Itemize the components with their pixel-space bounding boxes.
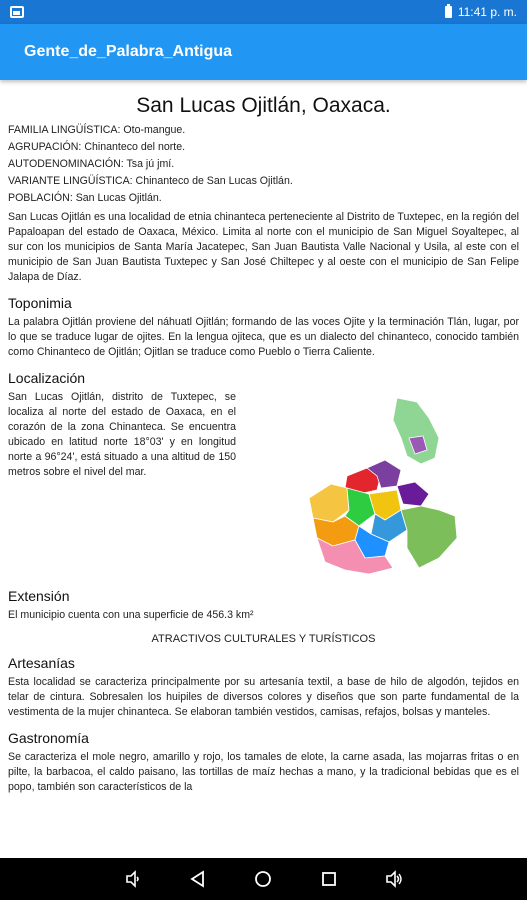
navigation-bar <box>0 858 527 900</box>
app-title: Gente_de_Palabra_Antigua <box>24 43 233 60</box>
extension-heading: Extensión <box>8 588 70 604</box>
localizacion-row <box>8 390 519 578</box>
status-left <box>10 6 24 18</box>
meta-agrupacion: AGRUPACIÓN: Chinanteco del norte. <box>8 141 186 153</box>
app-bar <box>0 24 527 80</box>
toponimia-paragraph: La palabra Ojitlán proviene del náhuatl Ojitlán; formando de las voces Ojite y la terminación Tlán, lugar, por lo que se traduce lugar de ojites. En la lengua ojiteca, que es un dialecto del chinanteco, conocido también como Chinanteco de Ojitlán; Ojitlan se traduce como Pueblo o Tierra Caliente. <box>8 316 519 358</box>
back-icon[interactable] <box>187 868 209 890</box>
home-icon[interactable] <box>252 868 274 890</box>
volume-down-icon[interactable] <box>122 868 144 890</box>
intro-paragraph: San Lucas Ojitlán es una localidad de etnia chinanteca perteneciente al Distrito de Tuxtepec, en la región del Papaloapan del estado de Oaxaca, México. Limita al norte con el municipio de San Miguel Soyaltepec, al sur con los municipios de Santa María Jacatepec, San Juan Bautista Valle Nacional y Usila, al este con el municipio de San Juan Bautista Tuxtepec y San José Chiltepec y al oeste con el municipio de San Felipe Jalapa de Díaz. <box>8 211 519 283</box>
meta-poblacion: POBLACIÓN: San Lucas Ojitlán. <box>8 192 162 204</box>
meta-autodenominacion: AUTODENOMINACIÓN: Tsa jú jmí. <box>8 158 175 170</box>
status-bar <box>0 0 527 24</box>
recents-icon[interactable] <box>318 868 340 890</box>
battery-icon <box>445 6 452 18</box>
atractivos-title: ATRACTIVOS CULTURALES Y TURÍSTICOS <box>151 633 376 645</box>
localizacion-heading: Localización <box>8 370 86 386</box>
localizacion-paragraph: San Lucas Ojitlán, distrito de Tuxtepec, se localiza al norte del estado de Oaxaca, en el corazón de la zona Chinanteca. Se encuentra ubicado en latitud norte 18°03' y en longitud norte a 96°24', está situado a una altitud de 150 metros sobre el nivel del mar. <box>8 391 236 478</box>
article-content[interactable] <box>0 80 527 858</box>
meta-variante: VARIANTE LINGÜÍSTICA: Chinanteco de San Lucas Ojitlán. <box>8 175 293 187</box>
gastronomia-heading: Gastronomía <box>8 730 89 746</box>
status-right <box>445 5 517 19</box>
artesanias-heading: Artesanías <box>8 655 75 671</box>
oaxaca-map-image <box>289 398 469 578</box>
toponimia-heading: Toponimia <box>8 295 72 311</box>
gallery-icon <box>10 6 24 18</box>
volume-up-icon[interactable] <box>383 868 405 890</box>
gastronomia-paragraph: Se caracteriza el mole negro, amarillo y rojo, los tamales de elote, la carne asada, las mojarras fritas o en pilte, la barbacoa, el caldo paisano, las tortillas de maíz hechas a mano, y la tradicional bebidas que es el popo, también son característicos de la <box>8 751 519 793</box>
meta-familia: FAMILIA LINGÜÍSTICA: Oto-mangue. <box>8 124 186 136</box>
status-time: 11:41 p. m. <box>457 5 517 19</box>
article-title: San Lucas Ojitlán, Oaxaca. <box>136 94 391 117</box>
extension-paragraph: El municipio cuenta con una superficie de 456.3 km² <box>8 609 254 621</box>
artesanias-paragraph: Esta localidad se caracteriza principalmente por su artesanía textil, a base de hilo de algodón, tejidos en telar de cintura. Sobresalen los huipiles de diversos colores y diseños que son parte fundamental de la vestimenta de la mujer chinanteca. Se elaboran también vestidos, camisas, refajos, bolsas y manteles. <box>8 676 519 718</box>
